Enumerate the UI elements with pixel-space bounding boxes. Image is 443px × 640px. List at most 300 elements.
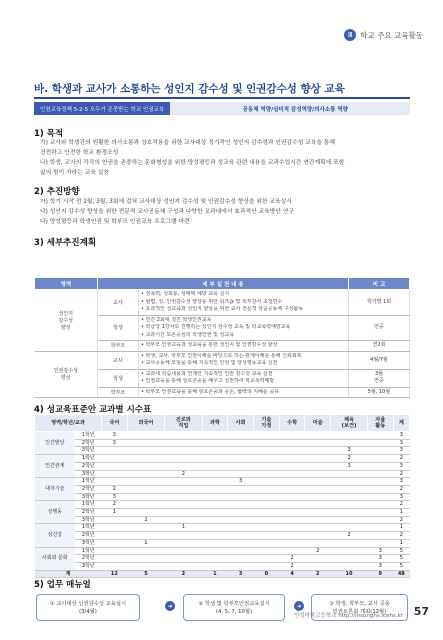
schedule-cell: [202, 562, 228, 570]
schedule-cell: [228, 509, 254, 517]
schedule-cell: [202, 547, 228, 555]
schedule-cell: [254, 485, 280, 493]
schedule-cell: [228, 455, 254, 463]
schedule-cell: [102, 462, 128, 470]
schedule-cell: [367, 439, 393, 447]
plan-header: 비 고: [349, 278, 410, 290]
schedule-cell: [254, 509, 280, 517]
schedule-cell: [254, 462, 280, 470]
schedule-cell: [305, 439, 331, 447]
section-title: 바. 학생과 교사가 소통하는 성인지 감수성 및 인권감수성 향상 교육: [34, 83, 345, 95]
schedule-cell: [305, 447, 331, 455]
schedule-cell: [202, 439, 228, 447]
schedule-grade: 3학년: [75, 447, 101, 455]
schedule-header: 국어: [102, 415, 128, 432]
schedule-grade: 3학년: [75, 493, 101, 501]
schedule-cell: [367, 470, 393, 478]
policy-label: 인천교육정책 5-2-5 모두가 존중받는 학교 인권교육: [34, 102, 170, 115]
plan-row: [35, 290, 410, 316]
plan-item: • 현법, 성, 인권감수성 향상을 위한 워크숍 및 외부강사 초청연수: [141, 298, 283, 305]
total-cell: 5: [127, 570, 164, 578]
plan-note: 3월 연중: [349, 369, 410, 387]
schedule-cell: [202, 555, 228, 563]
chapter-badge: Ⅲ: [344, 29, 356, 41]
schedule-cell: [127, 555, 164, 563]
schedule-cell: [367, 462, 393, 470]
plan-note: 연중: [349, 315, 410, 341]
schedule-header: 미술: [305, 415, 331, 432]
step-title: ① 교사대상 인권감수성 교육실시: [49, 600, 127, 607]
schedule-cell: [165, 532, 202, 540]
schedule-cell: [228, 562, 254, 570]
header-section: [344, 29, 423, 41]
schedule-cell: [331, 501, 368, 509]
plan-area: 성인지 감수성 향상: [35, 290, 98, 352]
schedule-cell: [279, 485, 305, 493]
schedule-cell: [202, 532, 228, 540]
schedule-grade: 1학년: [75, 478, 101, 486]
plan-note: 학기별 1회: [349, 290, 410, 316]
schedule-cell: [254, 516, 280, 524]
schedule-cell: 2: [393, 501, 409, 509]
schedule-table: [34, 414, 410, 578]
competency-label: 공동체 역량/심미적 감성역량/의사소통 역량: [242, 106, 348, 113]
schedule-cell: [165, 539, 202, 547]
schedule-cell: [127, 447, 164, 455]
schedule-row: [35, 539, 410, 547]
schedule-cell: [228, 439, 254, 447]
schedule-cell: [279, 439, 305, 447]
schedule-row: [35, 462, 410, 470]
schedule-cell: [279, 539, 305, 547]
header-title: 학교 주요 교육활동: [360, 30, 423, 40]
plan-target: 학부모: [98, 387, 139, 398]
schedule-cell: [228, 447, 254, 455]
schedule-cell: [165, 547, 202, 555]
schedule-cell: 3: [393, 462, 409, 470]
schedule-cell: [127, 462, 164, 470]
manual-step-1: [36, 594, 140, 621]
step-sub: (3/4월): [79, 608, 97, 615]
schedule-cell: [102, 539, 128, 547]
step-title: ② 학생 및 학부모인권교육실시: [198, 600, 270, 607]
schedule-cell: [254, 493, 280, 501]
plan-header: 영역: [35, 278, 98, 290]
plan-note: 5월, 10월: [349, 387, 410, 398]
schedule-cell: [367, 509, 393, 517]
footer-text: 인성마차고등학교 http://insunghs.icehs.kr: [293, 613, 403, 619]
page-header: [0, 0, 443, 60]
schedule-cell: [165, 501, 202, 509]
plan-item: • 교과시간 토론중심의 학생인권 및 성교육: [141, 331, 235, 338]
schedule-cell: 3: [331, 462, 368, 470]
schedule-header: 외국어: [127, 415, 164, 432]
schedule-grade: 2학년: [75, 509, 101, 517]
schedule-cell: 1: [102, 509, 128, 517]
schedule-area: 성건강: [35, 524, 76, 547]
plan-content: [139, 351, 349, 369]
page-number: 57: [413, 605, 429, 618]
schedule-cell: [331, 509, 368, 517]
schedule-cell: [127, 524, 164, 532]
schedule-cell: [202, 478, 228, 486]
schedule-cell: [279, 455, 305, 463]
schedule-cell: [331, 555, 368, 563]
schedule-cell: [202, 516, 228, 524]
schedule-cell: [331, 478, 368, 486]
schedule-header: 영역/학년/교과: [35, 415, 102, 432]
step-sub: 인권토론회 개최(12월): [332, 608, 387, 615]
schedule-cell: 2: [127, 516, 164, 524]
plan-table: [34, 277, 410, 398]
schedule-cell: [254, 501, 280, 509]
schedule-cell: [202, 432, 228, 440]
schedule-grade: 2학년: [75, 485, 101, 493]
schedule-area: 성행동: [35, 501, 76, 524]
schedule-cell: [254, 547, 280, 555]
schedule-cell: [254, 447, 280, 455]
total-label: 계: [35, 570, 102, 578]
schedule-cell: [165, 493, 202, 501]
schedule-cell: 3: [393, 493, 409, 501]
schedule-cell: [279, 501, 305, 509]
plan-note: 연2회: [349, 341, 410, 352]
schedule-cell: [279, 532, 305, 540]
schedule-grade: 1학년: [75, 432, 101, 440]
schedule-cell: [228, 470, 254, 478]
direction-line: 가) 학기 시작 전 2월, 3월, 3회에 걸쳐 교사대상 성인지 감수성 및 인권감수성 향상을 위한 교육실시: [40, 199, 292, 205]
schedule-cell: [367, 455, 393, 463]
schedule-grade: 1학년: [75, 455, 101, 463]
total-cell: 48: [393, 570, 409, 578]
schedule-area: 사회와 문화: [35, 547, 76, 570]
schedule-cell: [367, 447, 393, 455]
plan-area: 인권감수성 향상: [35, 351, 98, 398]
schedule-cell: [127, 470, 164, 478]
schedule-cell: 3: [393, 478, 409, 486]
schedule-row: [35, 485, 410, 493]
schedule-cell: [202, 509, 228, 517]
schedule-cell: [165, 509, 202, 517]
schedule-cell: [279, 516, 305, 524]
schedule-grade: 3학년: [75, 470, 101, 478]
plan-row: [35, 351, 410, 369]
schedule-cell: [254, 532, 280, 540]
direction-line: 나) 성인지 감수성 향상을 위한 전문적 교사공동체 구성과 다양한 교과내에서 효과적인 교육방안 연구: [40, 209, 294, 215]
plan-item: • 성폭력, 성희롱, 성매매 예방 교육 실시: [141, 291, 230, 297]
schedule-cell: 3: [102, 432, 128, 440]
schedule-row: [35, 532, 410, 540]
arrow-icon: ➜: [294, 601, 304, 611]
manual-heading: 5) 업무 매뉴얼: [34, 580, 91, 590]
schedule-grade: 1학년: [75, 501, 101, 509]
schedule-cell: [228, 555, 254, 563]
schedule-cell: 3: [331, 447, 368, 455]
schedule-cell: [202, 455, 228, 463]
schedule-cell: 3: [393, 447, 409, 455]
schedule-cell: [202, 470, 228, 478]
schedule-cell: [202, 485, 228, 493]
policy-bar: [34, 102, 410, 115]
schedule-cell: [228, 532, 254, 540]
schedule-cell: [331, 516, 368, 524]
schedule-cell: [305, 555, 331, 563]
schedule-cell: [127, 478, 164, 486]
schedule-cell: 1: [393, 524, 409, 532]
schedule-row: [35, 455, 410, 463]
schedule-cell: [228, 516, 254, 524]
plan-content: [139, 315, 349, 341]
schedule-cell: [102, 524, 128, 532]
schedule-cell: [127, 547, 164, 555]
schedule-cell: [279, 462, 305, 470]
total-cell: 1: [202, 570, 228, 578]
schedule-cell: [367, 432, 393, 440]
schedule-grade: 2학년: [75, 555, 101, 563]
schedule-cell: [305, 516, 331, 524]
schedule-cell: [367, 524, 393, 532]
plan-content: [139, 387, 349, 398]
step-title: ③ 학생, 학부모, 교사 공동: [329, 600, 390, 607]
schedule-cell: [279, 493, 305, 501]
schedule-cell: 2: [331, 532, 368, 540]
schedule-cell: [228, 547, 254, 555]
schedule-cell: [305, 493, 331, 501]
schedule-cell: [305, 470, 331, 478]
schedule-cell: [228, 432, 254, 440]
schedule-cell: [331, 524, 368, 532]
total-cell: 9: [367, 570, 393, 578]
plan-target: 학생: [98, 315, 139, 341]
schedule-cell: [254, 439, 280, 447]
schedule-grade: 3학년: [75, 539, 101, 547]
schedule-cell: [305, 501, 331, 509]
schedule-header: 기술 가정: [254, 415, 280, 432]
schedule-cell: [331, 547, 368, 555]
schedule-cell: [279, 447, 305, 455]
schedule-row: [35, 447, 410, 455]
schedule-cell: 2: [393, 532, 409, 540]
schedule-cell: [202, 524, 228, 532]
schedule-cell: [165, 478, 202, 486]
schedule-total-row: [35, 570, 410, 578]
schedule-row: [35, 509, 410, 517]
schedule-heading: 4) 성교육표준안 교과별 시수표: [34, 405, 152, 415]
schedule-grade: 2학년: [75, 462, 101, 470]
schedule-cell: [305, 562, 331, 570]
purpose-line: 가) 교사와 학생간의 원활한 의사소통과 상호작용을 위한 교사대상 정기적인 성인지 감수성과 인권감수성 교육을 통해: [40, 140, 336, 146]
schedule-cell: [165, 555, 202, 563]
schedule-cell: [367, 485, 393, 493]
schedule-grade: 1학년: [75, 547, 101, 555]
total-cell: 12: [102, 570, 128, 578]
schedule-area: 인간관계: [35, 455, 76, 478]
schedule-cell: [202, 501, 228, 509]
schedule-cell: [331, 562, 368, 570]
schedule-cell: [165, 432, 202, 440]
schedule-grade: 3학년: [75, 562, 101, 570]
schedule-cell: 1: [393, 509, 409, 517]
schedule-cell: [127, 509, 164, 517]
schedule-cell: [305, 462, 331, 470]
schedule-cell: [279, 524, 305, 532]
plan-note: 4월/7월: [349, 351, 410, 369]
schedule-area: 대처기술: [35, 478, 76, 501]
schedule-cell: [102, 547, 128, 555]
direction-line: 다) 양성평등과 학생인권 및 학부모 인권교육 프로그램 마련: [40, 219, 190, 225]
schedule-cell: [331, 439, 368, 447]
schedule-cell: 1: [165, 524, 202, 532]
schedule-row: [35, 516, 410, 524]
schedule-grade: 2학년: [75, 439, 101, 447]
schedule-cell: [254, 478, 280, 486]
schedule-cell: 3: [393, 439, 409, 447]
plan-target: 교사: [98, 290, 139, 316]
plan-target: 학부모: [98, 341, 139, 352]
schedule-cell: [254, 539, 280, 547]
schedule-cell: 5: [393, 562, 409, 570]
total-cell: 2: [305, 570, 331, 578]
schedule-cell: [305, 532, 331, 540]
schedule-cell: 3: [228, 478, 254, 486]
purpose-heading: 1) 목적: [34, 129, 64, 139]
schedule-cell: [228, 493, 254, 501]
schedule-cell: [367, 501, 393, 509]
schedule-cell: [165, 562, 202, 570]
schedule-header: 계: [393, 415, 409, 432]
schedule-cell: [279, 509, 305, 517]
schedule-cell: [127, 562, 164, 570]
purpose-line: 나) 학생, 교사의 각각의 인권을 존중하는 문화형성을 위한 양성평등과 성교육 관련 내용을 교과수업시간 연간계획에 포함: [40, 160, 345, 166]
schedule-cell: [127, 501, 164, 509]
schedule-cell: [331, 432, 368, 440]
schedule-row: [35, 439, 410, 447]
schedule-area: 인간발달: [35, 432, 76, 455]
schedule-cell: [102, 516, 128, 524]
total-cell: 2: [165, 570, 202, 578]
schedule-cell: 1: [127, 539, 164, 547]
schedule-cell: 3: [367, 547, 393, 555]
schedule-cell: [305, 478, 331, 486]
schedule-cell: [102, 478, 128, 486]
plan-target: 학생: [98, 369, 139, 387]
schedule-row: [35, 432, 410, 440]
schedule-cell: 5: [393, 555, 409, 563]
total-cell: 10: [331, 570, 368, 578]
schedule-cell: [279, 470, 305, 478]
schedule-header: 자율 활동: [367, 415, 393, 432]
schedule-grade: 2학년: [75, 532, 101, 540]
schedule-cell: [254, 455, 280, 463]
schedule-cell: 3: [102, 493, 128, 501]
schedule-grade: 3학년: [75, 516, 101, 524]
schedule-cell: [127, 493, 164, 501]
schedule-cell: [165, 462, 202, 470]
schedule-cell: [127, 432, 164, 440]
schedule-cell: [305, 539, 331, 547]
schedule-cell: [254, 470, 280, 478]
plan-heading: 3) 세부추진계획: [34, 238, 97, 248]
arrow-icon: ➜: [165, 601, 175, 611]
schedule-cell: [331, 539, 368, 547]
schedule-row: [35, 524, 410, 532]
schedule-cell: [228, 501, 254, 509]
schedule-cell: [367, 478, 393, 486]
schedule-cell: 2: [279, 555, 305, 563]
schedule-cell: [254, 555, 280, 563]
schedule-cell: [228, 524, 254, 532]
schedule-cell: [202, 493, 228, 501]
schedule-cell: 2: [331, 455, 368, 463]
total-cell: 3: [228, 570, 254, 578]
schedule-grade: 1학년: [75, 524, 101, 532]
schedule-cell: [165, 455, 202, 463]
schedule-cell: [102, 455, 128, 463]
plan-target: 교사: [98, 351, 139, 369]
plan-content: [139, 369, 349, 387]
schedule-cell: [279, 547, 305, 555]
schedule-header: 사회: [228, 415, 254, 432]
plan-content: [139, 290, 349, 316]
schedule-cell: [367, 539, 393, 547]
schedule-cell: [228, 462, 254, 470]
schedule-cell: 2: [279, 562, 305, 570]
schedule-cell: [305, 524, 331, 532]
schedule-cell: 3: [393, 432, 409, 440]
schedule-cell: [305, 432, 331, 440]
schedule-cell: 2: [165, 470, 202, 478]
plan-item: • 학급당 1강사로 진행하는 성인지 감수성 교육 및 학교폭력예방교육: [141, 324, 291, 330]
schedule-cell: [165, 447, 202, 455]
plan-item: • 효과적인 성교육과 성인지 향상을 위한 교사 전문적 학습공동체 구성활동: [141, 306, 304, 312]
schedule-cell: [254, 562, 280, 570]
schedule-row: [35, 470, 410, 478]
purpose-line: 삶의 힘이 자라는 교육 실천: [40, 170, 109, 176]
plan-header: 세 부 실 천 내 용: [98, 278, 349, 290]
schedule-cell: [279, 478, 305, 486]
schedule-cell: [305, 485, 331, 493]
manual-step-2: [183, 594, 285, 621]
schedule-cell: [127, 532, 164, 540]
schedule-cell: [127, 455, 164, 463]
schedule-cell: [127, 485, 164, 493]
schedule-cell: 2: [393, 485, 409, 493]
schedule-cell: 2: [393, 516, 409, 524]
step-sub: (4, 5, 7, 10월): [215, 608, 253, 615]
schedule-cell: [127, 439, 164, 447]
schedule-cell: [254, 432, 280, 440]
schedule-row: [35, 493, 410, 501]
schedule-row: [35, 478, 410, 486]
plan-item: • 연간 2회에 걸친 학생인권교육: [141, 316, 212, 323]
schedule-cell: [102, 555, 128, 563]
schedule-cell: 2: [305, 547, 331, 555]
schedule-cell: 2: [102, 501, 128, 509]
purpose-line: 건전하고 안전한 학교 환경조성: [40, 150, 119, 156]
schedule-header: 진로와 직업: [165, 415, 202, 432]
schedule-cell: [202, 539, 228, 547]
schedule-row: [35, 547, 410, 555]
schedule-cell: [331, 470, 368, 478]
schedule-cell: [331, 493, 368, 501]
schedule-cell: 5: [393, 547, 409, 555]
plan-content: [139, 341, 349, 352]
section-divider: [34, 97, 410, 99]
schedule-header: 체육 (보건): [331, 415, 368, 432]
schedule-cell: [367, 493, 393, 501]
schedule-cell: 2: [393, 470, 409, 478]
schedule-cell: [228, 485, 254, 493]
